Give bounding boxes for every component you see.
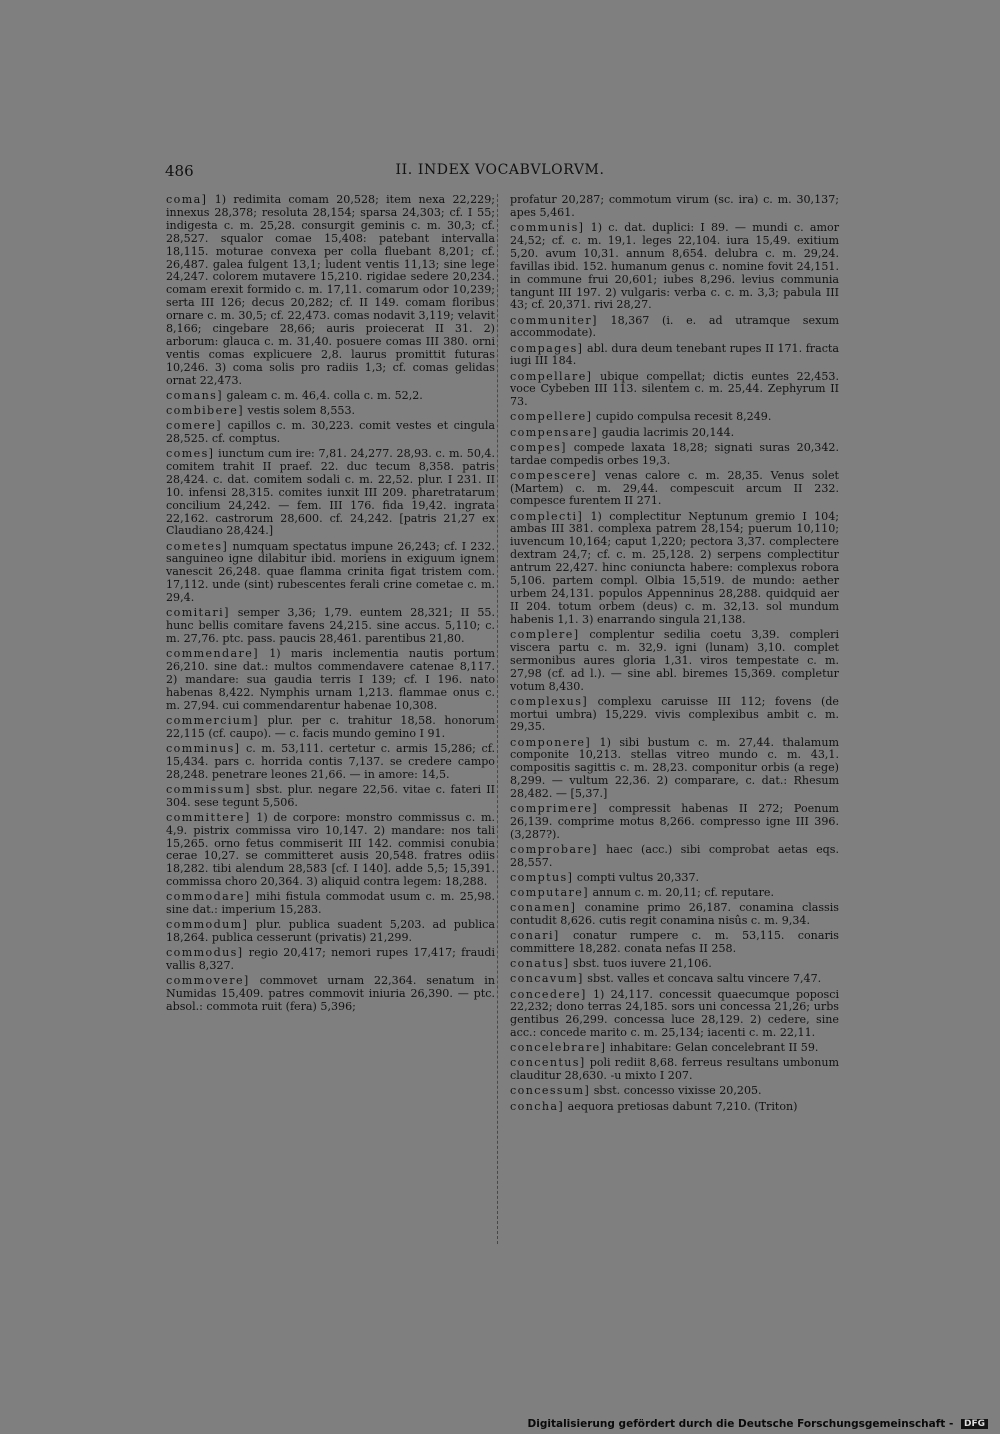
entry-text: haec (acc.) sibi comprobat aetas eqs. 28,557.: [510, 843, 839, 870]
index-entry: [166, 891, 495, 917]
index-entry: [166, 784, 495, 810]
entry-headword: committere]: [166, 810, 251, 824]
entry-headword: comprobare]: [510, 843, 598, 857]
entry-headword: commodus]: [166, 946, 244, 960]
entry-headword: comes]: [166, 446, 215, 460]
entry-text: 1) 24,117. concessit quaecumque poposci 22,232; dono terras 24,185. sors uni concessa 21,26; urbs gentibus 26,299. concessa luce 28,129. 2) cedere, sine acc.: concede marito c. m. 25,134; iacenti c. m. 22,11.: [510, 987, 839, 1040]
entry-headword: concavum]: [510, 972, 584, 986]
index-entry: [510, 803, 839, 842]
entry-text: 18,367 (i. e. ad utramque sexum accommodate).: [510, 313, 839, 340]
entry-headword: conatus]: [510, 957, 570, 971]
entry-headword: concelebrare]: [510, 1041, 607, 1055]
entry-headword: comptus]: [510, 871, 574, 885]
index-entry: [166, 975, 495, 1014]
entry-headword: comminus]: [166, 741, 241, 755]
entry-text: sbst. plur. negare 22,56. vitae c. fateri II 304. sese tegunt 5,506.: [166, 782, 495, 809]
entry-headword: concentus]: [510, 1056, 586, 1070]
entry-headword: compescere]: [510, 468, 598, 482]
entry-text: capillos c. m. 30,223. comit vestes et cingula 28,525. cf. comptus.: [166, 418, 495, 445]
entry-text: 1) redimita comam 20,528; item nexa 22,229; innexus 28,378; resoluta 28,154; sparsa 24,303; cf. I 55; indigesta c. m. 25,28. consurgit geminis c. m. 30,3; cf. 28,527. squalor comae 15,408: patebant intervalla 18,115. moturae convexa per colla fluebant 8,201; cf. 26,487. galea fulgent 13,1; ludent ventis 11,13; sine lege 24,247. colorem mutavere 15,210. rigidae sedere 20,234. comam erexit formido c. m. 17,11. comarum odor 10,239; serta III 126; decus 20,282; cf. II 149. comam floribus ornare c. m. 30,5; cf. 22,473. comas nodavit 3,119; velavit 8,166; cingebare 28,66; auris proiecerat II 31. 2) arborum: glauca c. m. 31,40. posuere comas III 380. orni ventis comas explicuere 2,8. laurus promittit futuras 10,246. 3) coma solis pro radiis 1,3; cf. comas gelidas ornat 22,473.: [166, 193, 495, 387]
index-entry: [166, 947, 495, 973]
entry-text: semper 3,36; 1,79. euntem 28,321; II 55. hunc bellis comitare favens 24,215. sine accus. 5,110; c. m. 27,76. ptc. pass. paucis 28,461. parentibus 21,80.: [166, 606, 495, 646]
index-entry: [510, 1101, 839, 1114]
entry-text: aequora pretiosas dabunt 7,210. (Triton): [567, 1099, 798, 1113]
index-entry: [510, 629, 839, 694]
index-entry: [510, 902, 839, 928]
entry-text: sbst. tuos iuvere 21,106.: [573, 957, 712, 971]
page-header: [165, 162, 835, 184]
entry-text: mihi fistula commodat usum c. m. 25,98. sine dat.: imperium 15,283.: [166, 890, 495, 917]
entry-text: gaudia lacrimis 20,144.: [601, 425, 735, 439]
entry-text: sbst. concesso vixisse 20,205.: [593, 1084, 762, 1098]
index-entry: [166, 607, 495, 646]
entry-headword: componere]: [510, 735, 592, 749]
entry-headword: concedere]: [510, 987, 587, 1001]
footer-credit: Digitalisierung gefördert durch die Deutsche Forschungsgemeinschaft - DFG: [0, 1418, 988, 1430]
entry-text: compti vultus 20,337.: [576, 871, 700, 885]
dfg-logo: DFG: [961, 1419, 988, 1429]
index-entry: [510, 511, 839, 627]
entry-headword: conari]: [510, 929, 560, 943]
entry-headword: cometes]: [166, 539, 229, 553]
entry-text: abl. dura deum tenebant rupes II 171. fracta iugi III 184.: [510, 341, 840, 368]
entry-headword: comere]: [166, 418, 222, 432]
entry-headword: commodare]: [166, 890, 251, 904]
entry-text: poli rediit 8,68. ferreus resultans umbonum clauditur 28,630. -u mixto I 207.: [510, 1056, 840, 1083]
index-entry: [510, 470, 839, 509]
entry-text: numquam spectatus impune 26,243; cf. I 232. sanguineo igne dilabitur ibid. moriens in exiguum ignem vanescit 26,248. quae flamma crinita figat tristem com. 17,112. unde (sint) rubescentes ferali crine cometae c. m. 29,4.: [166, 539, 495, 605]
entry-text: commovet urnam 22,364. senatum in Numidas 15,409. patres commovit iniuria 26,390. — ptc. absol.: commota ruit (fera) 5,396;: [166, 974, 495, 1014]
entry-text: 1) maris inclementia nautis portum 26,210. sine dat.: multos commendavere catenae 8,117. 2) mandare: sua gaudia terris I 139; cf. I 196. nato habenas 8,422. Nymphis urnam 1,213. flammae onus c. m. 27,94. cui commendarentur habenae 10,308.: [166, 647, 495, 712]
entry-headword: complere]: [510, 627, 580, 641]
index-entry: [510, 973, 839, 986]
index-entry: [166, 648, 495, 713]
entry-text: conatur rumpere c. m. 53,115. conaris committere 18,282. conata nefas II 258.: [510, 929, 839, 956]
left-column: [166, 194, 495, 1016]
entry-headword: compellare]: [510, 369, 593, 383]
index-entry: [510, 371, 839, 410]
index-entry: [510, 1085, 839, 1098]
entry-text: vestis solem 8,553.: [247, 403, 356, 417]
entry-text: 1) complectitur Neptunum gremio I 104; ambas III 381. complexa patrem 28,154; puerum 10,110; iuvencum 10,164; caput 1,220; pectora 3,37. complectere dextram 24,7; cf. c. m. 25,128. 2) serpens complectitur antrum 22,427. hinc coniuncta habere: complexus robora 5,106. partem compl. Olbia 15,519. de mundo: aether urbem 24,131. populos Appenninus 28,288. quidquid aer II 204. totum orbem (deus) c. m. 32,13. sol mundum habenis 1,1. 3) enarrando singula 21,138.: [510, 509, 839, 626]
entry-text: compede laxata 18,28; signati suras 20,342. tardae compedis orbes 19,3.: [510, 440, 839, 467]
entry-headword: concha]: [510, 1099, 565, 1113]
index-entry: [166, 715, 495, 741]
entry-text: ubique compellat; dictis euntes 22,453. voce Cybeben III 113. silentem c. m. 25,44. Zephyrum II 73.: [510, 369, 839, 409]
index-entry: [166, 390, 495, 403]
index-entry: [166, 420, 495, 446]
entry-headword: complecti]: [510, 509, 584, 523]
index-entry: [510, 737, 839, 802]
entry-text: complentur sedilia coetu 3,39. compleri viscera partu c. m. 32,9. igni (lunam) 3,10. complet sermonibus aures gloria 1,31. viros tempestate c. m. 27,98 (cf. ad l.). — sine abl. biremes 15,369. completur votum 8,430.: [510, 627, 839, 693]
index-entry: [510, 930, 839, 956]
entry-headword: commendare]: [166, 647, 259, 661]
entry-headword: compages]: [510, 341, 584, 355]
entry-text: 1) sibi bustum c. m. 27,44. thalamum componite 10,213. stellas vitreo mundo c. m. 43,1. compositis sagittis c. m. 28,23. componitur orbis (a rege) 8,299. — vultum 22,36. 2) comparare, c. dat.: Rhesum 28,482. — [5,37.]: [510, 735, 839, 801]
page-number: 486: [165, 162, 194, 180]
entry-text: annum c. m. 20,11; cf. reputare.: [592, 886, 774, 900]
index-entry: [510, 1042, 839, 1055]
column-divider: [497, 194, 498, 1244]
entry-text: galeam c. m. 46,4. colla c. m. 52,2.: [226, 388, 423, 402]
entry-headword: concessum]: [510, 1084, 591, 1098]
entry-text: cupido compulsa recesit 8,249.: [595, 410, 772, 424]
index-entry: [510, 844, 839, 870]
entry-headword: combibere]: [166, 403, 244, 417]
entry-headword: commovere]: [166, 974, 250, 988]
index-entry: [510, 442, 839, 468]
entry-headword: computare]: [510, 886, 589, 900]
index-entry: [510, 411, 839, 424]
entry-text: compressit habenas II 272; Poenum 26,139. comprime motus 8,266. compresso igne III 396. (3,287?).: [510, 802, 839, 842]
entry-headword: compensare]: [510, 425, 599, 439]
entry-headword: comitari]: [166, 606, 230, 620]
entry-headword: compellere]: [510, 410, 593, 424]
entry-headword: commercium]: [166, 713, 259, 727]
entry-headword: comprimere]: [510, 802, 599, 816]
entry-text: conamine primo 26,187. conamina classis contudit 8,626. cutis regit conamina nisûs c. m. 9,34.: [510, 901, 839, 928]
entry-text: sbst. valles et concava saltu vincere 7,47.: [587, 972, 822, 986]
index-entry: [166, 194, 495, 388]
entry-headword: conamen]: [510, 901, 577, 915]
entry-text: inhabitare: Gelan concelebrant II 59.: [609, 1041, 819, 1055]
index-entry: [510, 315, 839, 341]
index-entry: [510, 1057, 839, 1083]
right-column: [510, 194, 839, 1116]
index-entry: [166, 448, 495, 538]
index-entry: [510, 887, 839, 900]
entry-headword: communis]: [510, 221, 585, 234]
index-entry: [166, 919, 495, 945]
index-entry: [510, 222, 839, 312]
index-entry: [166, 812, 495, 889]
entry-headword: compes]: [510, 440, 567, 454]
index-entry: [510, 872, 839, 885]
entry-headword: commissum]: [166, 782, 251, 796]
entry-text: 1) de corpore: monstro commissus c. m. 4,9. pistrix commissa viro 10,147. 2) mandare: nos tali 15,265. orno fetus commiserit III 142. commisi conubia cerae 10,27. se committeret ausis 20,548. fratres odiis 18,282. tibi alendum 28,583 [cf. I 140]. adde 5,5; 15,391. commissa choro 20,364. 3) aliquid contra legem: 18,288.: [166, 810, 496, 889]
running-title: II. INDEX VOCABVLORVM.: [395, 162, 605, 178]
index-entry: [166, 541, 495, 606]
index-entry: [510, 194, 839, 220]
entry-text: complexu caruisse III 112; fovens (de mortui umbra) 15,229. vivis complexibus ambit c. m. 29,35.: [510, 694, 839, 734]
entry-text: plur. per c. trahitur 18,58. honorum 22,115 (cf. caupo). — c. facis mundo gemino I 91.: [166, 713, 496, 740]
entry-headword: communiter]: [510, 313, 598, 327]
index-entry: [510, 427, 839, 440]
index-entry: [166, 743, 495, 782]
index-entry: [510, 989, 839, 1041]
entry-text: profatur 20,287; commotum virum (sc. ira) c. m. 30,137; apes 5,461.: [510, 193, 839, 219]
entry-headword: comans]: [166, 388, 223, 402]
entry-headword: commodum]: [166, 918, 249, 932]
index-entry: [166, 405, 495, 418]
entry-text: venas calore c. m. 28,35. Venus solet (Martem) c. m. 29,44. compescuit arcum II 232. compesce furentem II 271.: [510, 468, 840, 508]
entry-headword: complexus]: [510, 694, 589, 708]
entry-text: iunctum cum ire: 7,81. 24,277. 28,93. c. m. 50,4. comitem trahit II praef. 22. duc tecum 8,358. patris 28,424. c. dat. comitem sodali c. m. 22,52. plur. I 231. II 10. infensi 28,315. comites iunxit III 209. pharetratarum concilium 24,242. — fem. III 176. fida 19,42. ingrata 22,162. castrorum 28,600. cf. 24,242. [patris 21,27 ex Claudiano 28,424.]: [166, 446, 495, 538]
entry-headword: coma]: [166, 193, 208, 206]
entry-text: 1) c. dat. duplici: I 89. — mundi c. amor 24,52; cf. c. m. 19,1. leges 22,104. iura 15,49. exitium 5,20. avum 10,31. annum 8,654. delubra c. m. 29,24. favillas ibid. 152. humanum genus c. nomine fovit 24,151. in commune frui 20,601; iubes 8,296. levius communia tangunt III 197. 2) vulgaris: verba c. c. m. 3,3; pabula III 43; cf. 20,371. rivi 28,27.: [510, 221, 839, 312]
index-entry: [510, 343, 839, 369]
entry-text: c. m. 53,111. certetur c. armis 15,286; cf. 15,434. pars c. horrida contis 7,137. se credere campo 28,248. penetrare leones 21,66. — in amore: 14,5.: [166, 741, 496, 781]
entry-text: plur. publica suadent 5,203. ad publica 18,264. publica cesserunt (privatis) 21,299.: [166, 918, 495, 945]
index-entry: [510, 696, 839, 735]
index-entry: [510, 958, 839, 971]
entry-text: regio 20,417; nemori rupes 17,417; fraudi vallis 8,327.: [166, 946, 496, 973]
footer-text: Digitalisierung gefördert durch die Deutsche Forschungsgemeinschaft: [527, 1418, 946, 1430]
